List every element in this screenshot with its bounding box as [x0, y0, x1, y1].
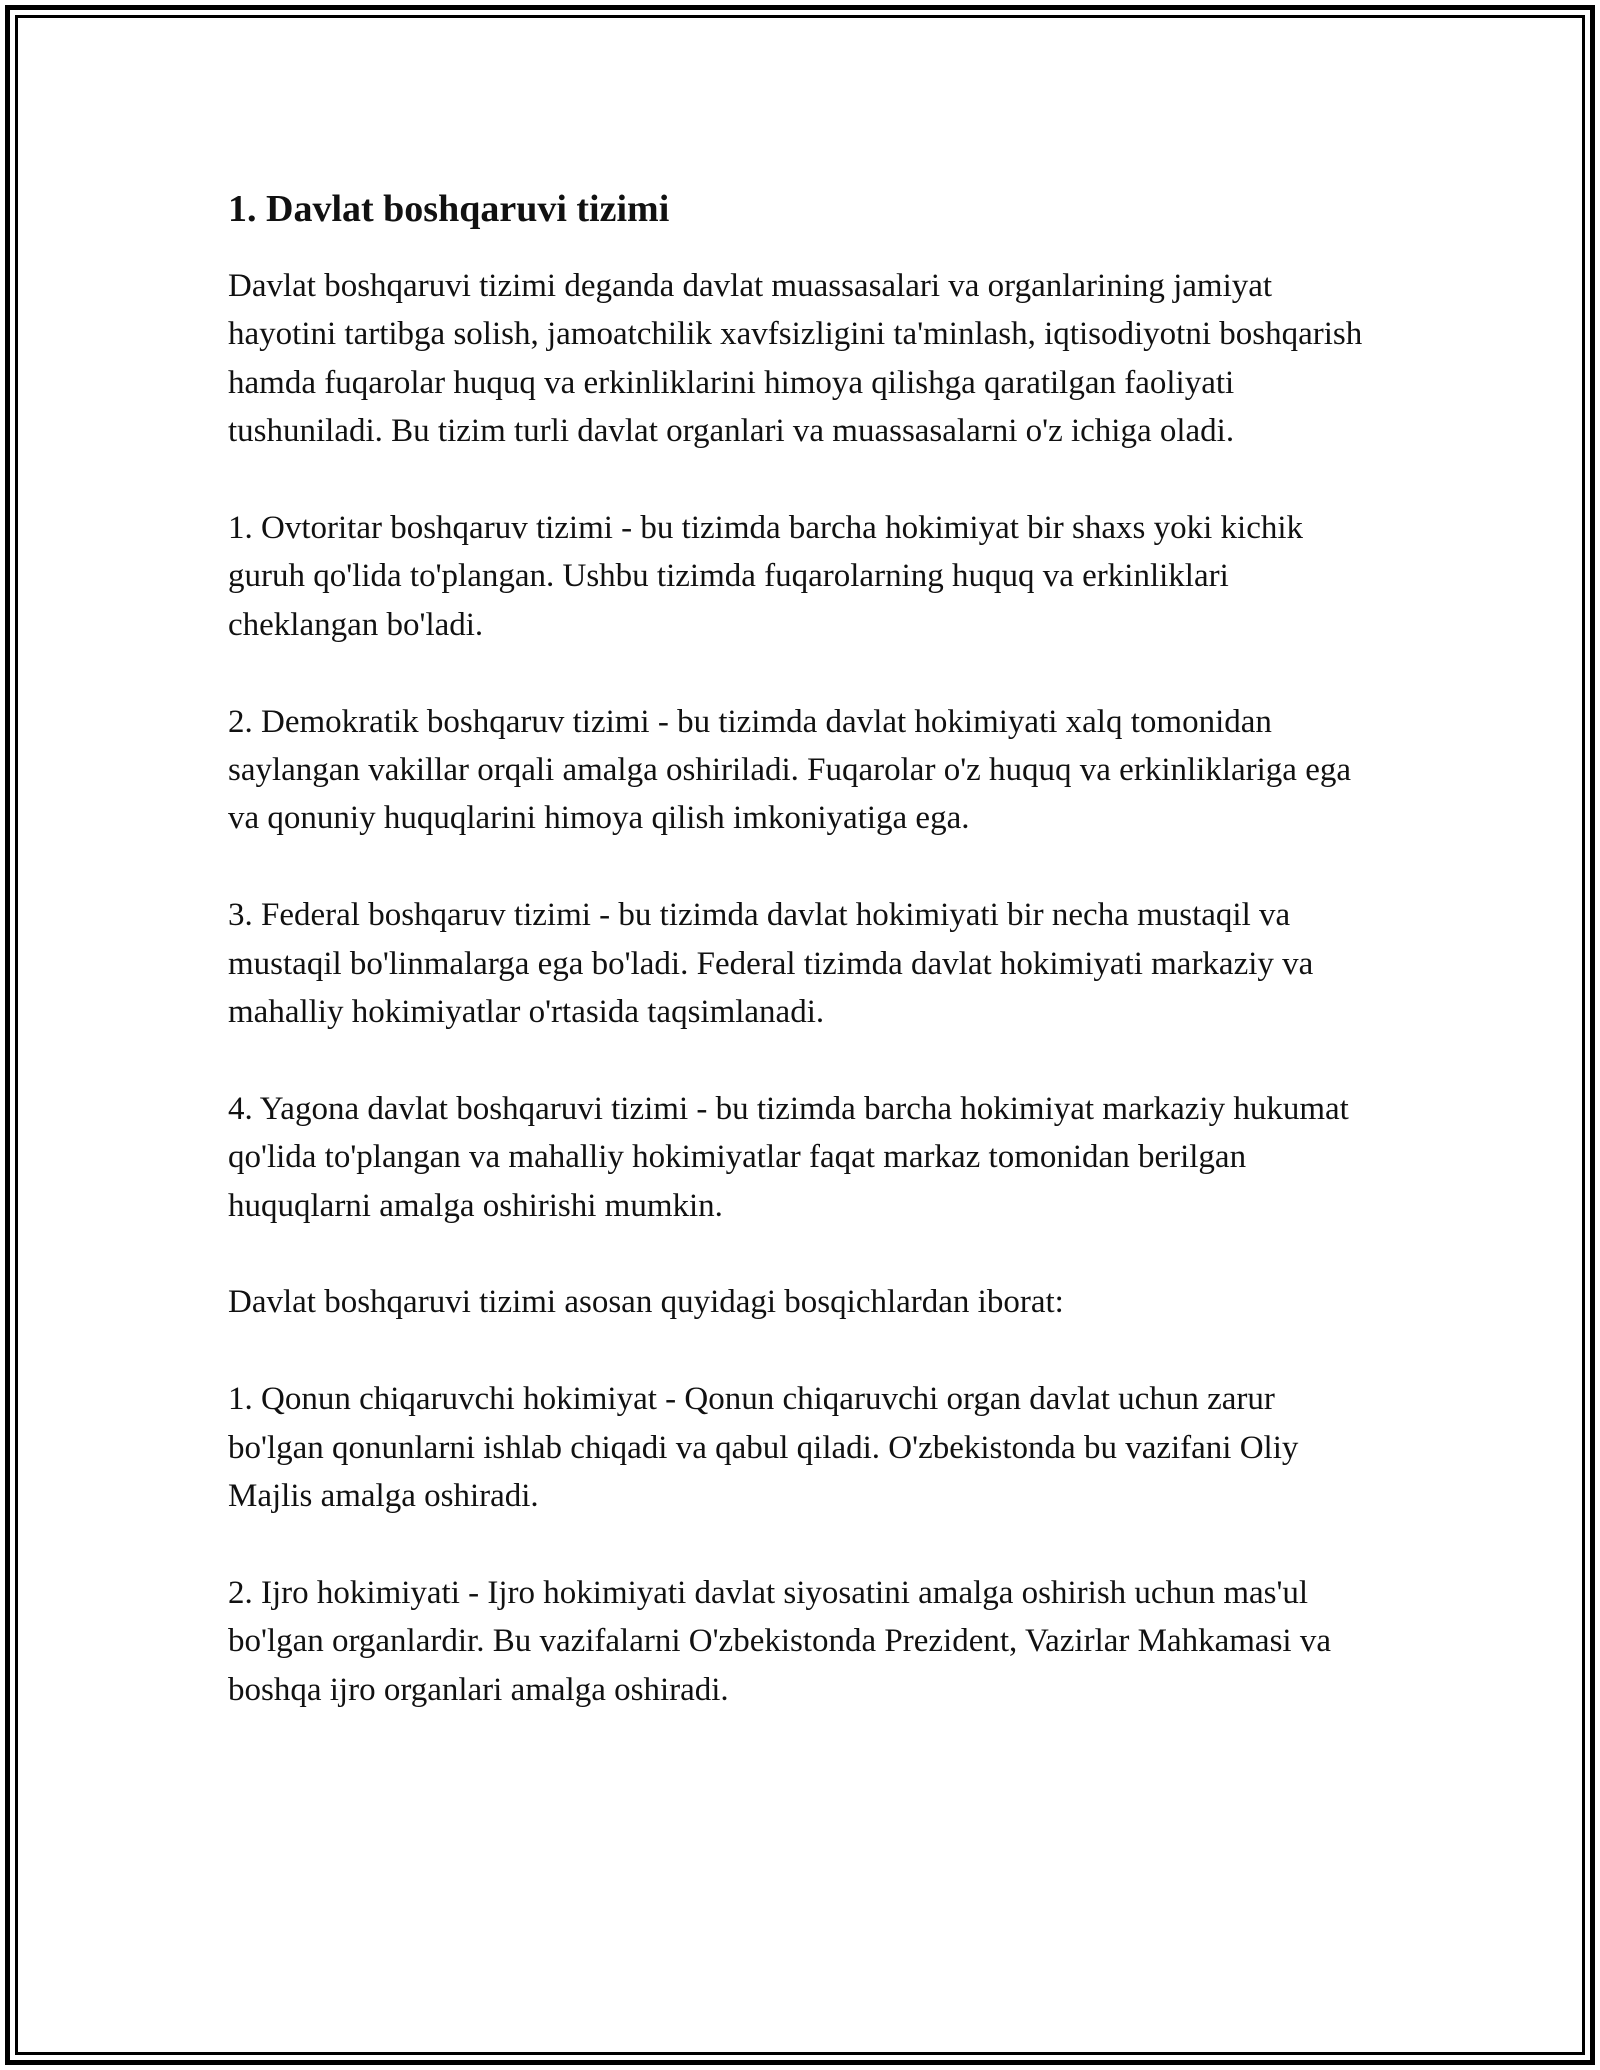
paragraph-democratic: 2. Demokratik boshqaruv tizimi - bu tizimda davlat hokimiyati xalq tomonidan saylangan vakillar orqali amalga oshiriladi. Fuqarolar o'z huquq va erkinliklariga ega va qonuniy huquqlarini himoya qilish imkoniyatiga ega. [228, 703, 1351, 837]
intro-paragraph: Davlat boshqaruvi tizimi deganda davlat muassasalari va organlarining jamiyat hayotini tartibga solish, jamoatchilik xavfsizligini ta'minlash, iqtisodiyotni boshqarish hamda fuqarolar huquq va erkinliklarini himoya qilishga qaratilgan faoliyati tushuniladi. Bu tizim turli davlat organlari va muassasalarni o'z ichiga oladi. [228, 268, 1363, 450]
paragraph-executive: 2. Ijro hokimiyati - Ijro hokimiyati davlat siyosatini amalga oshirish uchun mas'ul bo'lgan organlardir. Bu vazifalarni O'zbekistonda Prezident, Vazirlar Mahkamasi va boshqa ijro organlari amalga oshiradi. [228, 1574, 1331, 1708]
paragraph-federal: 3. Federal boshqaruv tizimi - bu tizimda davlat hokimiyati bir necha mustaqil va mustaqil bo'linmalarga ega bo'ladi. Federal tizimda davlat hokimiyati markaziy va mahalliy hokimiyatlar o'rtasida taqsimlanadi. [228, 897, 1314, 1031]
paragraph-unitary: 4. Yagona davlat boshqaruvi tizimi - bu tizimda barcha hokimiyat markaziy hukumat qo'lida to'plangan va mahalliy hokimiyatlar faqat markaz tomonidan berilgan huquqlarni amalga oshirishi mumkin. [228, 1090, 1349, 1224]
document-title: 1. Davlat boshqaruvi tizimi [228, 188, 670, 230]
paragraph-authoritarian: 1. Ovtoritar boshqaruv tizimi - bu tizimda barcha hokimiyat bir shaxs yoki kichik guruh qo'lida to'plangan. Ushbu tizimda fuqarolarning huquq va erkinliklari cheklangan bo'ladi. [228, 510, 1304, 643]
document-body [228, 178, 1368, 1714]
paragraph-legislative: 1. Qonun chiqaruvchi hokimiyat - Qonun chiqaruvchi organ davlat uchun zarur bo'lgan qonunlarni ishlab chiqadi va qabul qiladi. O'zbekistonda bu vazifani Oliy Majlis amalga oshiradi. [228, 1381, 1299, 1515]
paragraph-stages-intro: Davlat boshqaruvi tizimi asosan quyidagi bosqichlardan iborat: [228, 1284, 1064, 1321]
